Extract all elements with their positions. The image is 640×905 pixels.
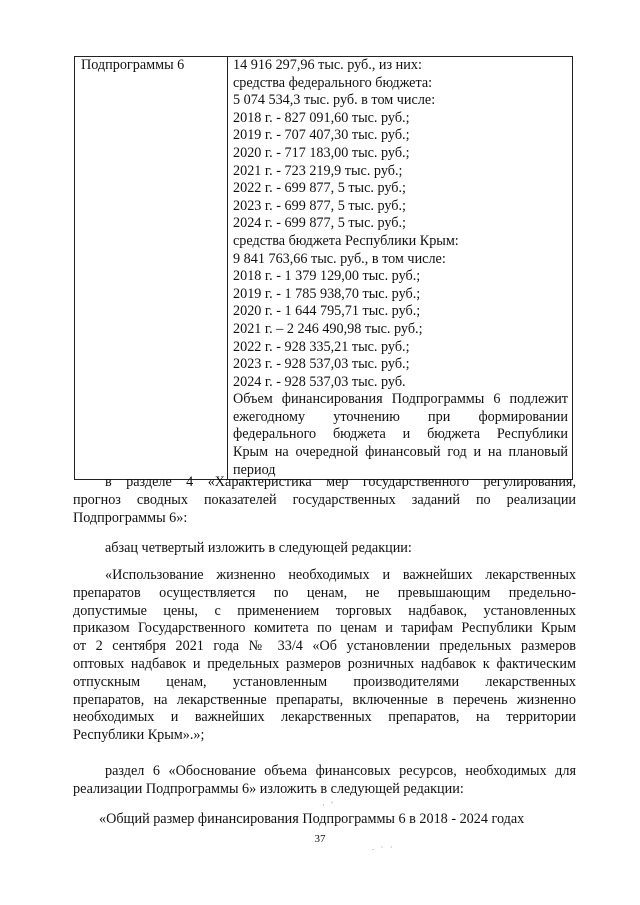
text-line: оптовых надбавок и предельных размеров розничных надбавок к фактическим [73, 655, 576, 672]
scan-speck: · ' [322, 800, 335, 810]
text-line: «Общий размер финансирования Подпрограммы 6 в 2018 - 2024 годах [99, 811, 525, 827]
note-line: период [233, 461, 276, 478]
text-line: в разделе 4 «Характеристика мер государственного регулирования, [105, 474, 576, 490]
value-line: 9 841 763,66 тыс. руб., в том числе: [233, 250, 446, 267]
value-line: 5 074 534,3 тыс. руб. в том числе: [233, 92, 436, 109]
table-value-cell [228, 57, 573, 480]
note-line: Объем финансирования Подпрограммы 6 подлежит [233, 391, 568, 408]
text-line: необходимых и важнейших лекарственных препаратов, на территории [73, 709, 576, 726]
value-line: 2019 г. - 707 407,30 тыс. руб.; [233, 127, 410, 144]
value-line: 2022 г. - 928 335,21 тыс. руб.; [233, 338, 410, 355]
financing-table [74, 56, 573, 480]
text-line: допустимые цены, с применением торговых надбавок, установленных [73, 602, 576, 619]
quote-paragraph [73, 567, 576, 745]
abzac-paragraph [73, 540, 576, 558]
text-line: реализации Подпрограммы 6» изложить в следующей редакции: [73, 780, 464, 797]
last-paragraph [73, 811, 576, 829]
table-label: Подпрограммы 6 [81, 57, 185, 73]
value-line: 14 916 297,96 тыс. руб., из них: [233, 57, 422, 73]
value-line: 2023 г. - 699 877, 5 тыс. руб.; [233, 197, 406, 214]
note-line: ежегодному уточнению при формировании [233, 408, 568, 425]
text-line: прогноз сводных показателей государственных заданий по реализации [73, 491, 576, 508]
text-line: отпускным ценам, установленным производителями лекарственных [73, 673, 576, 690]
text-line: абзац четвертый изложить в следующей редакции: [105, 540, 412, 556]
value-line: средства бюджета Республики Крым: [233, 232, 459, 249]
text-line: препаратов, на лекарственные препараты, включенные в перечень жизненно [73, 691, 576, 708]
value-line: 2021 г. - 723 219,9 тыс. руб.; [233, 162, 403, 179]
note-line: федерального бюджета и бюджета Республики [233, 426, 568, 443]
text-line: от 2 сентября 2021 года № 33/4 «Об установлении предельных размеров [73, 638, 576, 655]
value-line: 2024 г. - 928 537,03 тыс. руб. [233, 373, 406, 390]
value-line: 2022 г. - 699 877, 5 тыс. руб.; [233, 180, 406, 197]
table-label-cell [75, 57, 228, 480]
value-line: 2020 г. - 717 183,00 тыс. руб.; [233, 144, 410, 161]
value-line: 2018 г. - 827 091,60 тыс. руб.; [233, 109, 410, 126]
value-line: 2019 г. - 1 785 938,70 тыс. руб.; [233, 285, 421, 302]
value-line: средства федерального бюджета: [233, 74, 433, 91]
section4-paragraph [73, 474, 576, 527]
text-line: Республики Крым».»; [73, 727, 205, 744]
value-line: 2021 г. – 2 246 490,98 тыс. руб.; [233, 320, 423, 337]
text-line: раздел 6 «Обоснование объема финансовых ресурсов, необходимых для [105, 763, 576, 779]
value-line: 2020 г. - 1 644 795,71 тыс. руб.; [233, 303, 421, 320]
value-line: 2018 г. - 1 379 129,00 тыс. руб.; [233, 268, 421, 285]
note-line: Крым на очередной финансовый год и на плановый [233, 444, 568, 461]
page-number: 37 [314, 833, 326, 845]
value-line: 2023 г. - 928 537,03 тыс. руб.; [233, 356, 410, 373]
section6-paragraph [73, 763, 576, 799]
scan-speck: . · · [372, 842, 395, 852]
text-line: «Использование жизненно необходимых и важнейших лекарственных [105, 567, 576, 583]
text-line: приказом Государственного комитета по ценам и тарифам Республики Крым [73, 620, 576, 637]
table-row [75, 57, 573, 480]
text-line: Подпрограммы 6»: [73, 509, 188, 526]
text-line: препаратов осуществляется по ценам, не превышающим предельно- [73, 584, 576, 601]
value-line: 2024 г. - 699 877, 5 тыс. руб.; [233, 215, 406, 232]
